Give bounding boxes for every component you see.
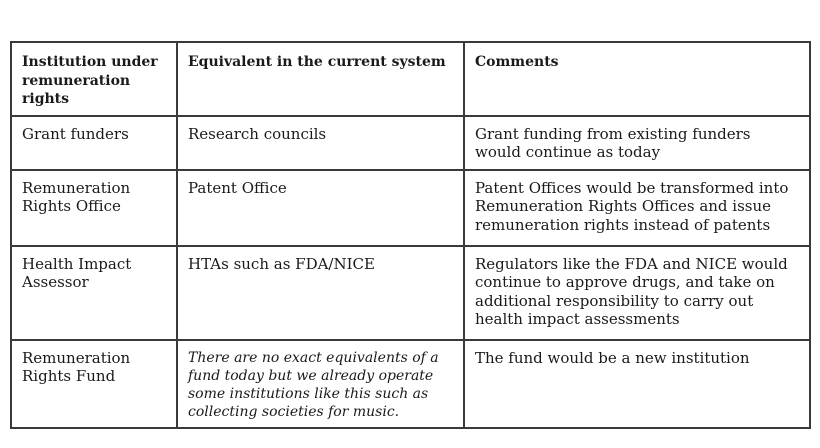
cell-comments: The fund would be a new institution [464, 340, 810, 428]
header-equivalent: Equivalent in the current system [177, 42, 464, 116]
cell-equivalent: HTAs such as FDA/NICE [177, 246, 464, 340]
table-header-row [11, 42, 810, 116]
cell-equivalent: Research councils [177, 116, 464, 170]
cell-equivalent: Patent Office [177, 170, 464, 246]
comparison-table-container [10, 41, 809, 429]
cell-institution: Remuneration Rights Office [11, 170, 177, 246]
cell-equivalent: There are no exact equivalents of a fund today but we already operate some institutions like this such as collecting societies for music. [177, 340, 464, 428]
cell-institution: Grant funders [11, 116, 177, 170]
table-row [11, 340, 810, 428]
cell-comments: Patent Offices would be transformed into Remuneration Rights Offices and issue remuneration rights instead of patents [464, 170, 810, 246]
header-institution: Institution under remuneration rights [11, 42, 177, 116]
table-row [11, 246, 810, 340]
table-row [11, 170, 810, 246]
cell-institution: Remuneration Rights Fund [11, 340, 177, 428]
cell-comments: Regulators like the FDA and NICE would continue to approve drugs, and take on additional responsibility to carry out health impact assessments [464, 246, 810, 340]
header-comments: Comments [464, 42, 810, 116]
cell-institution: Health Impact Assessor [11, 246, 177, 340]
table-row [11, 116, 810, 170]
comparison-table [10, 41, 811, 429]
cell-comments: Grant funding from existing funders would continue as today [464, 116, 810, 170]
